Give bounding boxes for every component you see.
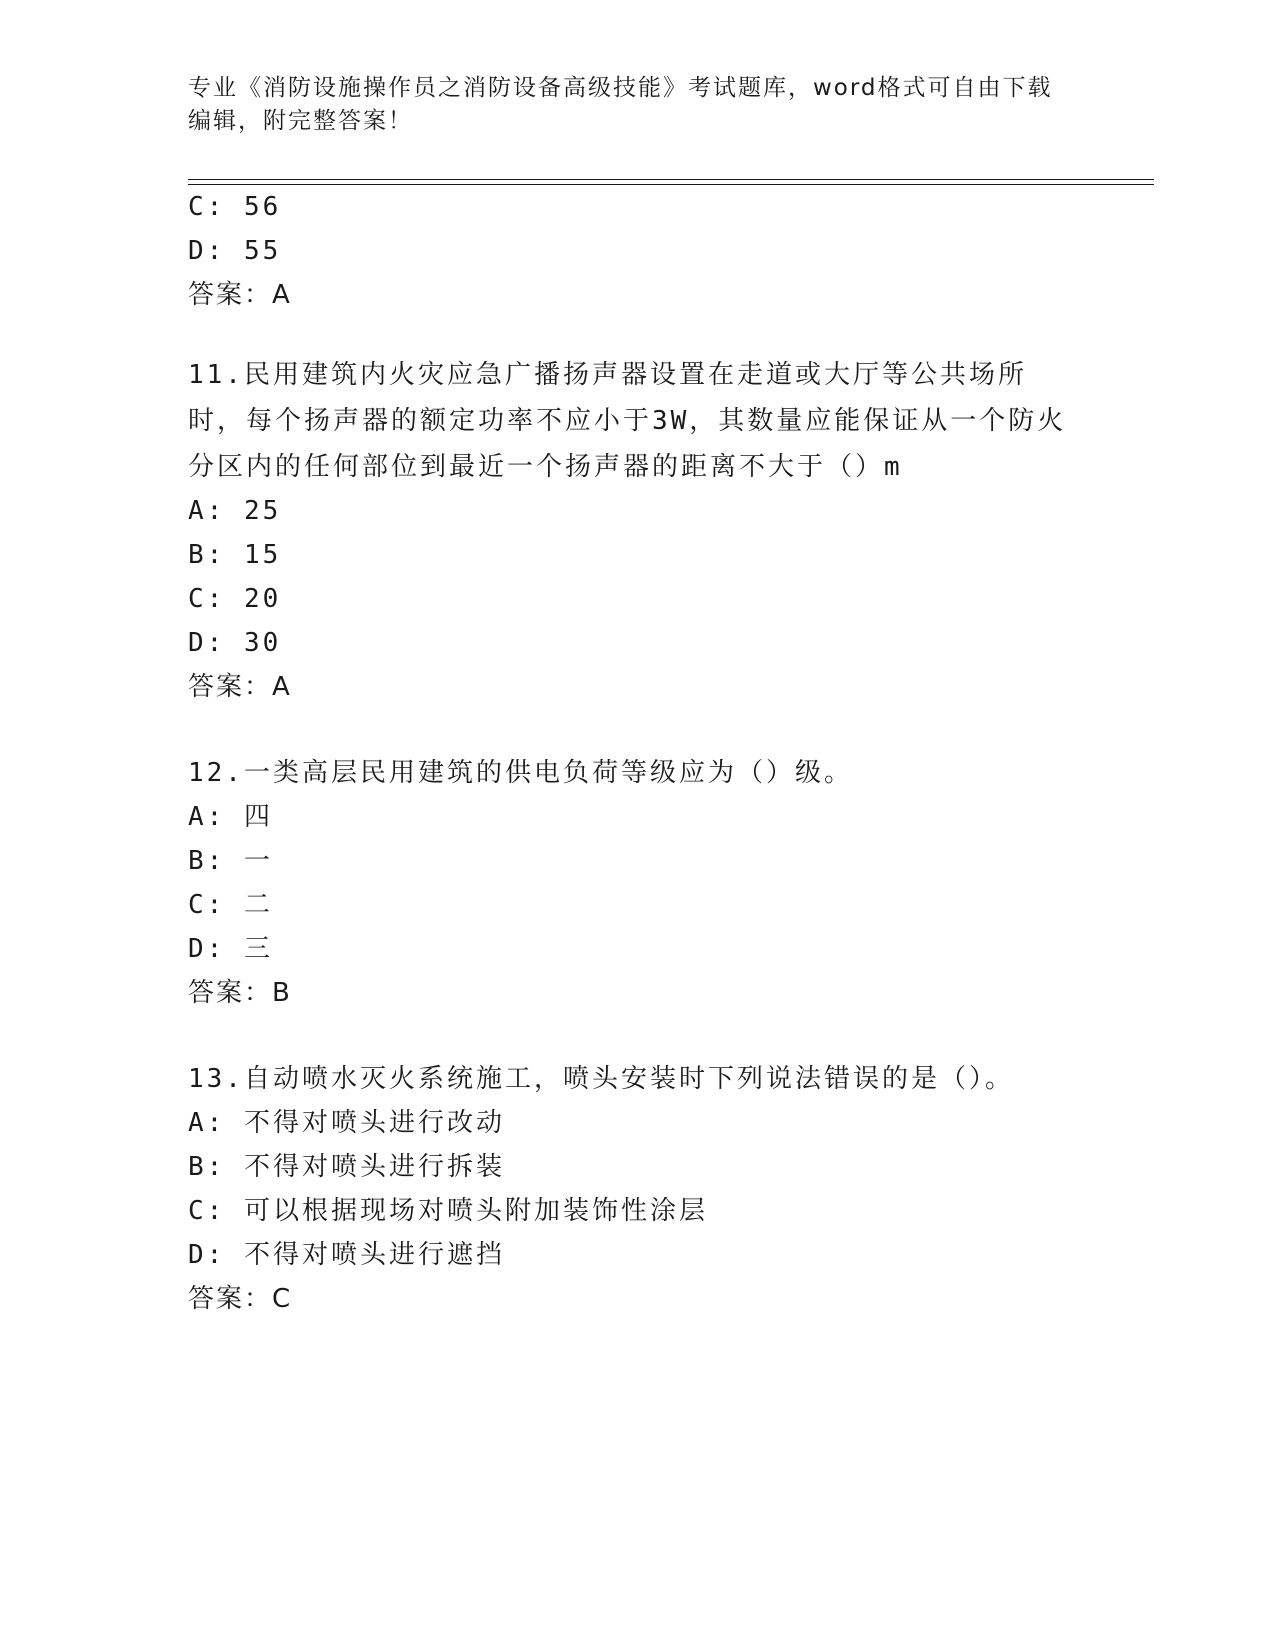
header-divider-top: [188, 179, 1154, 180]
question-11-option-b: B: 15: [188, 540, 282, 570]
answer-line: 答案：A: [188, 280, 292, 310]
question-11-option-a: A: 25: [188, 496, 282, 526]
option-d: D: 55: [188, 236, 282, 266]
question-11-option-d: D: 30: [188, 628, 282, 658]
question-13-option-d: D: 不得对喷头进行遮挡: [188, 1240, 505, 1270]
question-12-stem: 12.一类高层民用建筑的供电负荷等级应为（）级。: [188, 758, 853, 788]
question-13-option-b: B: 不得对喷头进行拆装: [188, 1152, 505, 1182]
question-11-answer: 答案：A: [188, 672, 292, 702]
question-11-stem: 11.民用建筑内火灾应急广播扬声器设置在走道或大厅等公共场所时，每个扬声器的额定功率不应小于3W，其数量应能保证从一个防火分区内的任何部位到最近一个扬声器的距离不大于（）m: [188, 360, 1067, 482]
option-c: C: 56: [188, 192, 282, 222]
question-12-option-c: C: 二: [188, 890, 273, 920]
question-11-option-c: C: 20: [188, 584, 282, 614]
question-13-option-a: A: 不得对喷头进行改动: [188, 1108, 505, 1138]
question-12-option-b: B: 一: [188, 846, 273, 876]
question-13-stem: 13.自动喷水灭火系统施工，喷头安装时下列说法错误的是（）。: [188, 1064, 1014, 1094]
question-13-option-c: C: 可以根据现场对喷头附加装饰性涂层: [188, 1196, 708, 1226]
question-12-option-a: A: 四: [188, 802, 273, 832]
question-13-answer: 答案：C: [188, 1284, 293, 1314]
question-12-option-d: D: 三: [188, 934, 273, 964]
header-divider-bottom: [188, 184, 1154, 185]
document-header: 专业《消防设施操作员之消防设备高级技能》考试题库，word格式可自由下载编辑，附完整答案！: [188, 75, 1053, 134]
question-12-answer: 答案：B: [188, 978, 292, 1008]
